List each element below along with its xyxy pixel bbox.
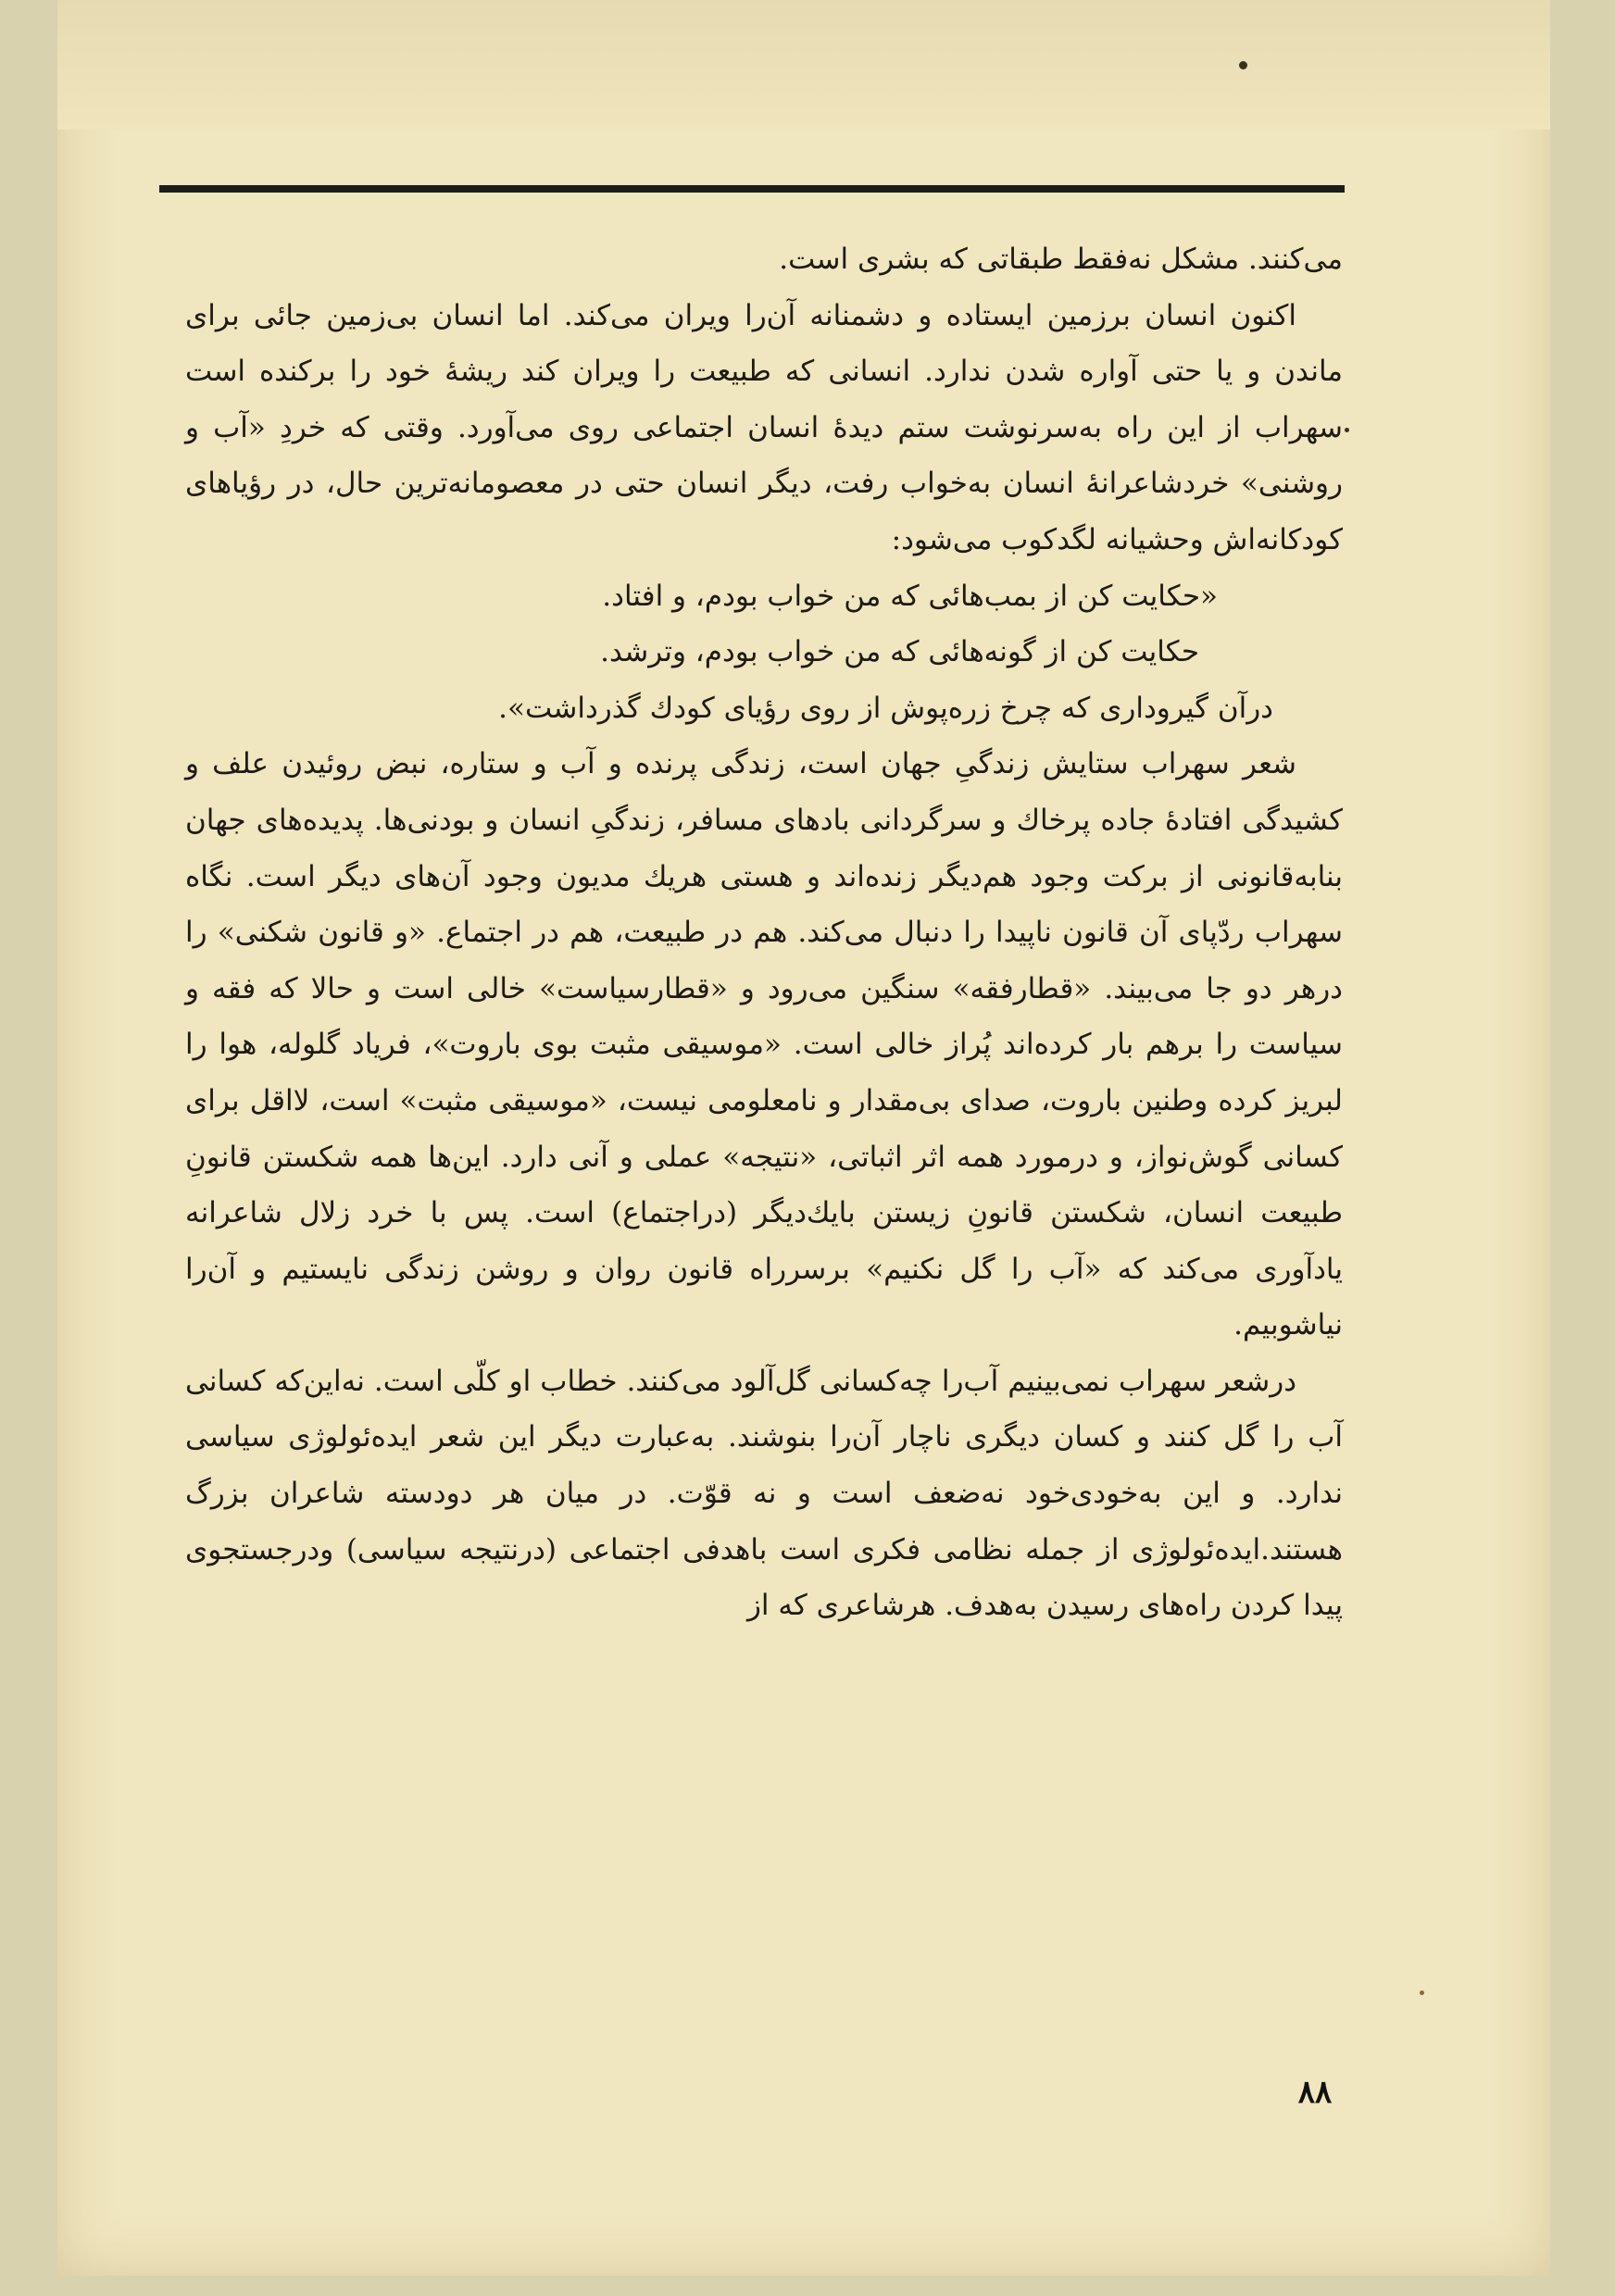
poem-line: درآن گیروداری که چرخ زره‌پوش از روی رؤیای کودك گذرداشت». (498, 691, 1273, 725)
body-text (185, 231, 1343, 1634)
page-number: ۸۸ (1297, 2074, 1333, 2111)
ink-speck (1239, 61, 1247, 69)
paragraph-continuation: می‌کنند. مشکل نه‌فقط طبقاتی که بشری است. (779, 243, 1343, 276)
paragraph: شعر سهراب ستایش زندگیِ جهان است، زندگی پرنده و آب و ستاره، نبض روئیدن علف و کشیدگی افتادهٔ جاده پرخاك و سرگردانی بادهای مسافر، زندگیِ انسان و بودنی‌ها. پدیده‌های جهان بنابه‌قانونی از برکت وجود هم‌دیگر زنده‌اند و هستی هریك مدیون وجود آن‌های دیگر است. نگاه سهراب ردّپای آن قانون ناپیدا را دنبال می‌کند. هم در طبیعت، هم در اجتماع. «و قانون شکنی» را درهر دو جا می‌بیند. «قطارفقه» سنگین می‌رود و «قطارسیاست» خالی است و حالا که فقه و سیاست را برهم بار کرده‌اند پُراز خالی است. «موسیقی مثبت بوی باروت»، فریاد گلوله، هوا را لبریز کرده وطنین باروت، صدای بی‌مقدار و نامعلومی نیست، «موسیقی مثبت» است، لااقل برای کسانی گوش‌نواز، و درمورد همه اثر اثباتی، «نتیجه» عملی و آنی دارد. این‌ها همه شکستن قانونِ طبیعت انسان، شکستن قانونِ زیستن بایك‌دیگر (دراجتماع) است. پس با خرد زلال شاعرانه یادآوری می‌کند که «آب را گل نکنیم» برسرراه قانون روان و روشن زندگی نایستیم و آن‌را نیاشوبیم. (185, 747, 1343, 1342)
ink-speck (1420, 1990, 1424, 1995)
poem-line: حکایت کن از گونه‌هائی که من خواب بودم، وترشد. (600, 635, 1199, 669)
header-rule (159, 185, 1345, 193)
ink-speck (1345, 428, 1349, 432)
paragraph: اکنون انسان برزمین ایستاده و دشمنانه آن‌را ویران می‌کند. اما انسان بی‌زمین جائی برای ماندن و یا حتی آواره شدن ندارد. انسانی که طبیعت را ویران کند ریشهٔ خود را برکنده است سهراب از این راه به‌سرنوشت ستم دیدهٔ انسان اجتماعی روی می‌آورد. وقتی که خردِ «آب و روشنی» خردشاعرانهٔ انسان به‌خواب رفت، دیگر انسان حتی در معصومانه‌ترین حال، در رؤیاهای کودکانه‌اش وحشیانه لگدکوب می‌شود: (185, 298, 1343, 556)
poem-line: «حکایت کن از بمب‌هائی که من خواب بودم، و افتاد. (602, 579, 1218, 613)
paragraph: درشعر سهراب نمی‌بینیم آب‌را چه‌کسانی گل‌آلود می‌کنند. خطاب او کلّی است. نه‌این‌که کسانی آب را گل کنند و کسان دیگری ناچار آن‌را بنوشند. به‌عبارت دیگر این شعر ایده‌ئولوژی سیاسی ندارد. و این به‌خودی‌خود نه‌ضعف است و نه قوّت. در میان هر دودسته شاعران بزرگ هستند.ایده‌ئولوژی از جمله نظامی فکری است باهدفی اجتماعی (درنتیجه سیاسی) ودرجستجوی پیدا کردن راه‌های رسیدن به‌هدف. هرشاعری که از (185, 1364, 1343, 1623)
page-top-edge (57, 0, 1550, 130)
